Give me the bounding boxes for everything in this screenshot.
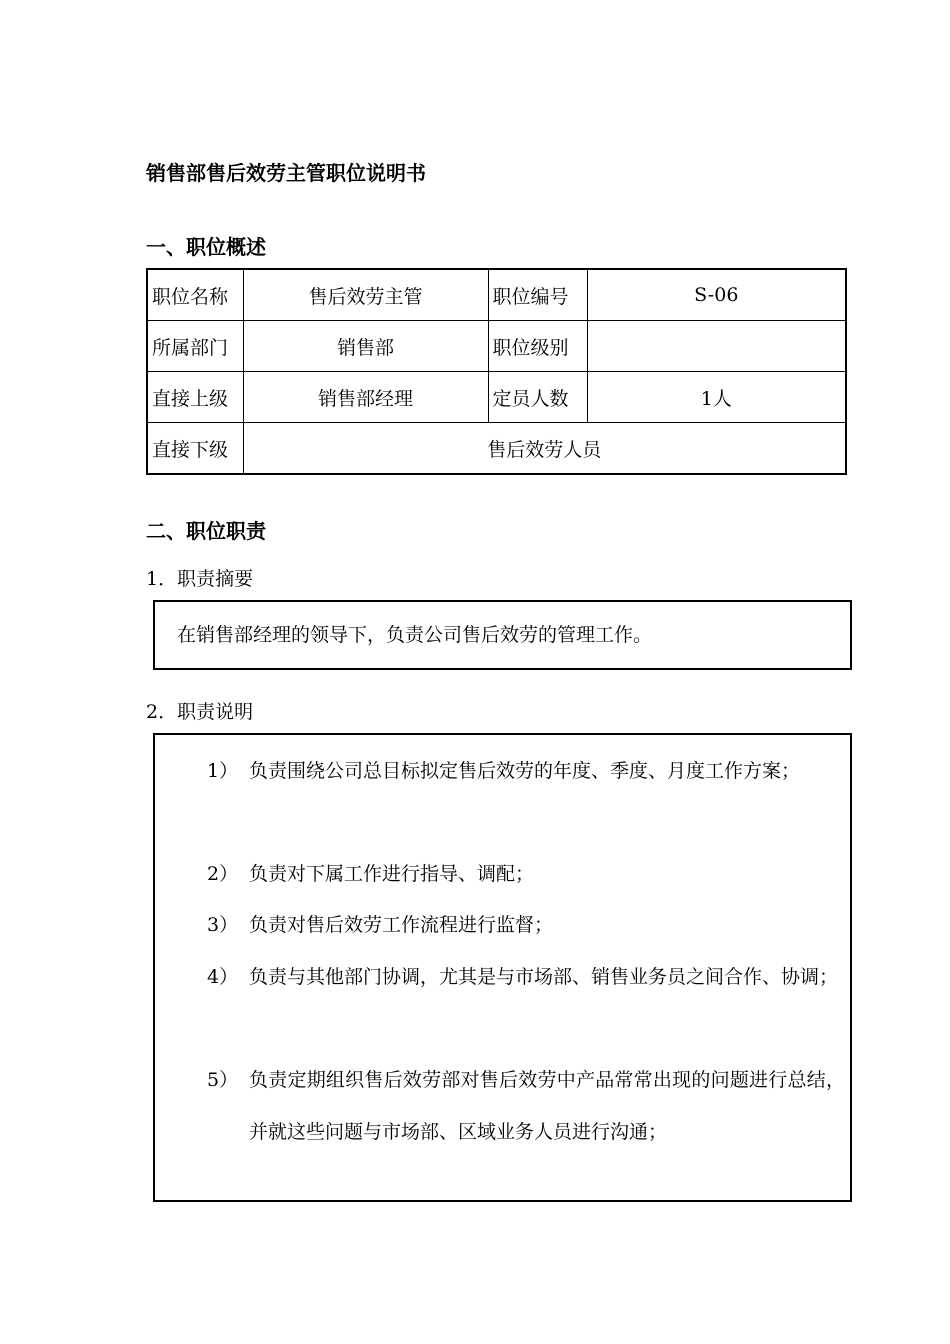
value-headcount: 1人 (587, 372, 846, 423)
table-row (147, 423, 846, 475)
duty-details-box (153, 733, 852, 1202)
subheading-duty-summary: 1．职责摘要 (146, 568, 254, 590)
label-position-level: 职位级别 (488, 321, 587, 372)
value-direct-subordinate: 售后效劳人员 (243, 423, 846, 475)
item-number: 3） (207, 914, 239, 936)
duty-summary-text: 在销售部经理的领导下，负责公司售后效劳的管理工作。 (177, 624, 653, 646)
value-direct-superior: 销售部经理 (243, 372, 488, 423)
value-position-level (587, 321, 846, 372)
item-text: 负责对售后效劳工作流程进行监督； (249, 914, 554, 936)
duty-summary-box (153, 600, 852, 670)
document-title: 销售部售后效劳主管职位说明书 (146, 161, 426, 185)
label-department: 所属部门 (147, 321, 243, 372)
item-text: 负责定期组织售后效劳部对售后效劳中产品常常出现的问题进行总结，并就这些问题与市场部、区域业务人员进行沟通； (249, 1069, 845, 1143)
label-direct-subordinate: 直接下级 (147, 423, 243, 475)
item-number: 1） (207, 760, 239, 782)
section-heading-overview: 一、职位概述 (146, 235, 266, 259)
item-text: 负责对下属工作进行指导、调配； (249, 863, 535, 885)
table-row (147, 269, 846, 321)
label-headcount: 定员人数 (488, 372, 587, 423)
overview-table (146, 268, 847, 475)
subheading-duty-details: 2．职责说明 (146, 701, 254, 723)
label-position-code: 职位编号 (488, 269, 587, 321)
value-position-name: 售后效劳主管 (243, 269, 488, 321)
label-position-name: 职位名称 (147, 269, 243, 321)
label-direct-superior: 直接上级 (147, 372, 243, 423)
item-number: 5） (207, 1069, 239, 1091)
table-row (147, 321, 846, 372)
value-department: 销售部 (243, 321, 488, 372)
item-number: 4） (207, 966, 239, 988)
value-position-code: S-06 (587, 269, 846, 321)
item-number: 2） (207, 863, 239, 885)
item-text: 负责与其他部门协调，尤其是与市场部、销售业务员之间合作、协调； (249, 966, 839, 988)
table-row (147, 372, 846, 423)
item-text: 负责围绕公司总目标拟定售后效劳的年度、季度、月度工作方案； (249, 760, 801, 782)
section-heading-duties: 二、职位职责 (146, 519, 266, 543)
